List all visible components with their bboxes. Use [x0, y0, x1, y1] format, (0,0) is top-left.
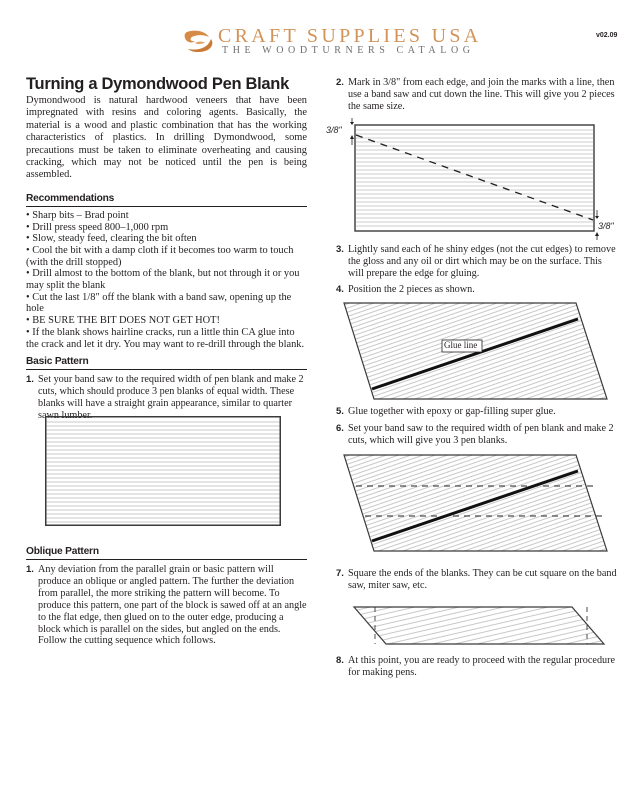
oblique-step	[336, 655, 618, 679]
brand-name: CRAFT SUPPLIES USA	[218, 25, 482, 47]
step-text: Position the 2 pieces as shown.	[348, 284, 475, 295]
cut-lines-figure	[340, 452, 630, 557]
step-text: Glue together with epoxy or gap-filling super glue.	[348, 406, 556, 417]
list-item: • Sharp bits – Brad point	[26, 209, 129, 221]
recommendations-heading: Recommendations	[26, 192, 307, 207]
step-number: 1.	[26, 564, 34, 575]
oblique-step	[336, 568, 618, 592]
step-number: 5.	[336, 406, 344, 417]
oblique-pattern-heading: Oblique Pattern	[26, 545, 307, 560]
step-number: 1.	[26, 374, 34, 386]
brand-tagline: THE WOODTURNERS CATALOG	[222, 45, 475, 56]
marking-diagonal-figure	[325, 118, 639, 240]
list-item: • Slow, steady feed, clearing the bit often	[26, 233, 197, 245]
step-text: Set your band saw to the required width of pen blank and make 2 cuts, which will give you 3 pen blanks.	[348, 423, 614, 446]
step-number: 8.	[336, 655, 344, 666]
intro-paragraph: Dymondwood is natural hardwood veneers that have been impregnated with resins and coloring agents. Basically, the material is a wood and plastic combination that has the working characteristics of plastics. In drilling Dymondwood, some precautions must be taken to eliminate overheating and causing cracking, which may not be noticed until the pen is being assembled.	[26, 95, 307, 181]
step-number: 4.	[336, 284, 344, 295]
list-item: • Cool the bit with a damp cloth if it becomes too warm to touch (with the drill stopped)	[26, 244, 294, 268]
step-text: Set your band saw to the required width of pen blank and make 2 cuts, which should produce 3 pen blanks of equal width. These blanks will have a straight grain appearance, similar to quarter sawn lumber.	[38, 374, 304, 421]
swirl-logo-icon	[183, 29, 215, 55]
step-text: Mark in 3/8" from each edge, and join the marks with a line, then use a band saw and cut down the line. This will give you 2 pieces the same size.	[348, 77, 615, 112]
step-number: 6.	[336, 423, 344, 434]
basic-pattern-figure	[45, 416, 281, 526]
step-text: Lightly sand each of he shiny edges (not the cut edges) to remove the gloss and any oil or dirt which may be on the surface. This will prepare the edge for gluing.	[348, 244, 616, 279]
oblique-pattern-section	[26, 545, 307, 647]
measurement-label-right: 3/8"	[598, 221, 614, 231]
measurement-label-left: 3/8"	[326, 125, 342, 135]
step-number: 3.	[336, 244, 344, 255]
list-item: • Drill almost to the bottom of the blank, but not through it or you may split the blank	[26, 268, 300, 292]
page-title: Turning a Dymondwood Pen Blank	[26, 75, 289, 93]
step-text: Any deviation from the parallel grain or basic pattern will produce an oblique or angled pattern. The further the deviation from parallel, the more striking the pattern will become. To produce this pattern, one part of the block is sawed off at an angle to the flat edge, then glued on to the outer edge, producing a block which is parallel on the sides, but angled on the ends. Follow the cutting sequence which follows.	[38, 564, 307, 647]
basic-pattern-heading: Basic Pattern	[26, 355, 307, 370]
oblique-step	[336, 77, 618, 113]
step-number: 7.	[336, 568, 344, 579]
oblique-step	[336, 423, 618, 447]
oblique-step	[336, 406, 618, 418]
recommendations-list	[26, 210, 307, 350]
list-item: • Drill press speed 800–1,000 rpm	[26, 221, 169, 233]
glue-line-label: Glue line	[444, 340, 478, 350]
square-ends-figure	[350, 604, 610, 648]
version-label: v02.09	[596, 32, 618, 39]
glue-line-figure	[340, 300, 630, 405]
oblique-step	[26, 564, 307, 647]
oblique-step	[336, 284, 618, 296]
list-item: • BE SURE THE BIT DOES NOT GET HOT!	[26, 315, 220, 327]
basic-step	[26, 374, 307, 422]
step-number: 2.	[336, 77, 344, 88]
step-text: At this point, you are ready to proceed with the regular procedure for making pens.	[348, 655, 616, 678]
page-header	[0, 0, 639, 70]
step-text: Square the ends of the blanks. They can be cut square on the band saw, miter saw, etc.	[348, 568, 617, 591]
oblique-step	[336, 244, 618, 280]
list-item: • If the blank shows hairline cracks, run a little thin CA glue into the crack and let it dry. You may want to re-drill through the blank.	[26, 326, 305, 350]
list-item: • Cut the last 1/8" off the blank with a band saw, opening up the hole	[26, 291, 292, 315]
left-column	[26, 75, 307, 422]
